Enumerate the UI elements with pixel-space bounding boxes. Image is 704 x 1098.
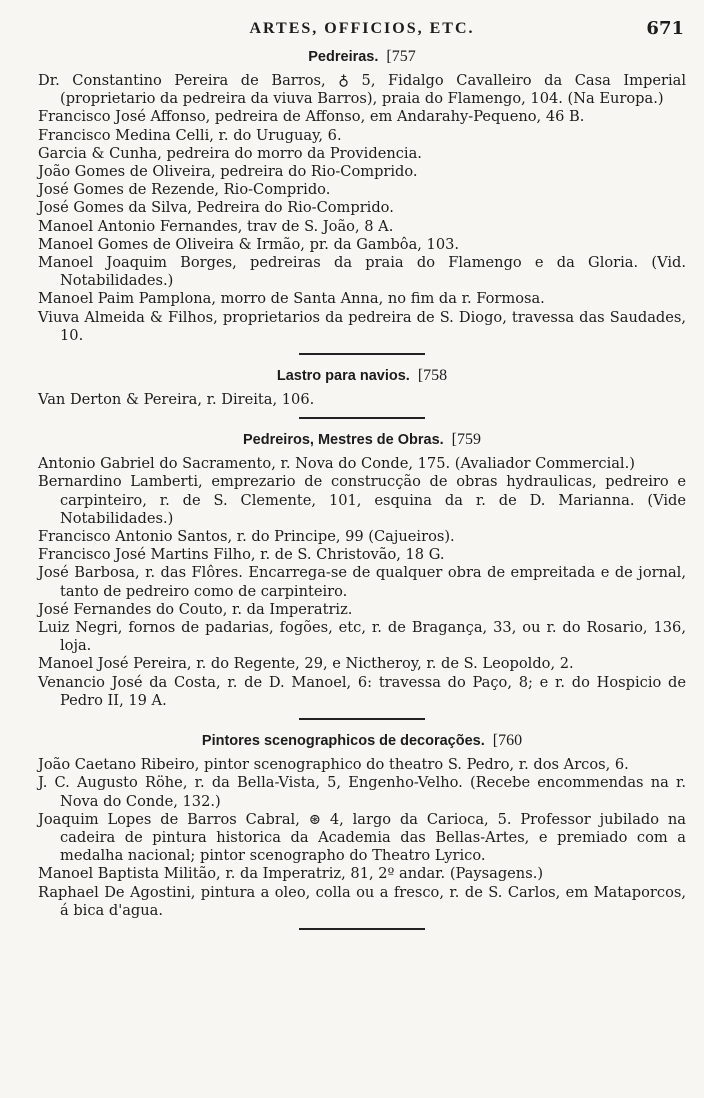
list-item: João Gomes de Oliveira, pedreira do Rio-Comprido. [38, 163, 418, 181]
list-item: Van Derton & Pereira, r. Direita, 106. [38, 391, 315, 409]
section-divider [299, 718, 425, 720]
list-item: Manoel Antonio Fernandes, trav de S. João, 8 A. [38, 217, 394, 235]
list-item: José Fernandes do Couto, r. da Imperatriz. [38, 600, 353, 618]
section-pedreiras [38, 48, 686, 345]
section-divider [299, 417, 425, 419]
list-item: Manoel Joaquim Borges, pedreiras da praia do Flamengo e da Gloria. (Vid. Notabilidades.) [38, 254, 686, 290]
list-item: Francisco Medina Celli, r. do Uruguay, 6. [38, 126, 342, 144]
list-item: Manoel Paim Pamplona, morro de Santa Anna, no fim da r. Formosa. [38, 290, 545, 308]
list-item: José Gomes da Silva, Pedreira do Rio-Comprido. [38, 199, 394, 217]
list-item: Antonio Gabriel do Sacramento, r. Nova do Conde, 175. (Avaliador Commercial.) [38, 455, 635, 473]
section-title: Lastro para navios. [276, 368, 410, 385]
list-item: José Barbosa, r. das Flôres. Encarrega-se de qualquer obra de empreitada e de jornal, tanto de pedreiro como de carpinteiro. [38, 564, 686, 600]
list-item: Bernardino Lamberti, emprezario de construcção de obras hydraulicas, pedreiro e carpinteiro, r. de S. Clemente, 101, esquina da r. de D. Marianna. (Vide Notabilidades.) [38, 473, 686, 527]
list-item: Francisco José Martins Filho, r. de S. Christovão, 18 G. [38, 546, 445, 564]
running-head [38, 18, 686, 48]
section-divider [299, 353, 425, 355]
section-divider [299, 928, 425, 930]
list-item: Manoel Baptista Militão, r. da Imperatriz, 81, 2º andar. (Paysagens.) [38, 865, 544, 883]
section-title: Pintores scenographicos de decorações. [201, 733, 485, 750]
section-number: [758 [417, 367, 448, 385]
list-item: João Caetano Ribeiro, pintor scenographico do theatro S. Pedro, r. dos Arcos, 6. [38, 756, 629, 774]
section-pedreiros [38, 431, 686, 710]
list-item: Luiz Negri, fornos de padarias, fogões, etc, r. de Bragança, 33, ou r. do Rosario, 136, loja. [38, 619, 686, 655]
section-title: Pedreiras. [308, 49, 379, 65]
section-lastro [38, 367, 686, 409]
section-heading [38, 367, 686, 385]
page-number: 671 [646, 18, 684, 39]
list-item: Manoel José Pereira, r. do Regente, 29, e Nictheroy, r. de S. Leopoldo, 2. [38, 655, 574, 673]
directory-page [38, 18, 686, 942]
list-item: J. C. Augusto Röhe, r. da Bella-Vista, 5, Engenho-Velho. (Recebe encommendas na r. Nova do Conde, 132.) [38, 774, 686, 810]
section-title: Pedreiros, Mestres de Obras. [243, 432, 444, 449]
section-pintores [38, 732, 686, 920]
list-item: Joaquim Lopes de Barros Cabral, ⊛ 4, largo da Carioca, 5. Professor jubilado na cadeira de pintura historica da Academia das Bellas-Artes, e premiado com a medalha nacional; pintor scenographo do Theatro Lyrico. [38, 810, 686, 865]
section-heading [38, 732, 686, 750]
section-number: [759 [451, 431, 481, 449]
list-item: Venancio José da Costa, r. de D. Manoel, 6: travessa do Paço, 8; e r. do Hospicio de Pedro II, 19 A. [38, 673, 686, 709]
list-item: Viuva Almeida & Filhos, proprietarios da pedreira de S. Diogo, travessa das Saudades, 10. [38, 308, 686, 344]
section-number: [757 [386, 48, 416, 65]
section-heading [38, 48, 686, 66]
list-item: José Gomes de Rezende, Rio-Comprido. [38, 181, 331, 199]
list-item: Manoel Gomes de Oliveira & Irmão, pr. da Gambôa, 103. [38, 235, 460, 253]
section-heading [38, 431, 686, 449]
list-item: Dr. Constantino Pereira de Barros, ♁ 5, Fidalgo Cavalleiro da Casa Imperial (proprietario da pedreira da viuva Barros), praia do Flamengo, 104. (Na Europa.) [38, 72, 686, 108]
running-title: ARTES, OFFICIOS, ETC. [249, 20, 475, 37]
list-item: Francisco José Affonso, pedreira de Affonso, em Andarahy-Pequeno, 46 B. [38, 108, 585, 126]
list-item: Francisco Antonio Santos, r. do Principe, 99 (Cajueiros). [38, 528, 455, 546]
list-item: Raphael De Agostini, pintura a oleo, colla ou a fresco, r. de S. Carlos, em Mataporcos, á bica d'agua. [38, 883, 686, 919]
list-item: Garcia & Cunha, pedreira do morro da Providencia. [38, 144, 422, 162]
section-number: [760 [492, 732, 523, 750]
